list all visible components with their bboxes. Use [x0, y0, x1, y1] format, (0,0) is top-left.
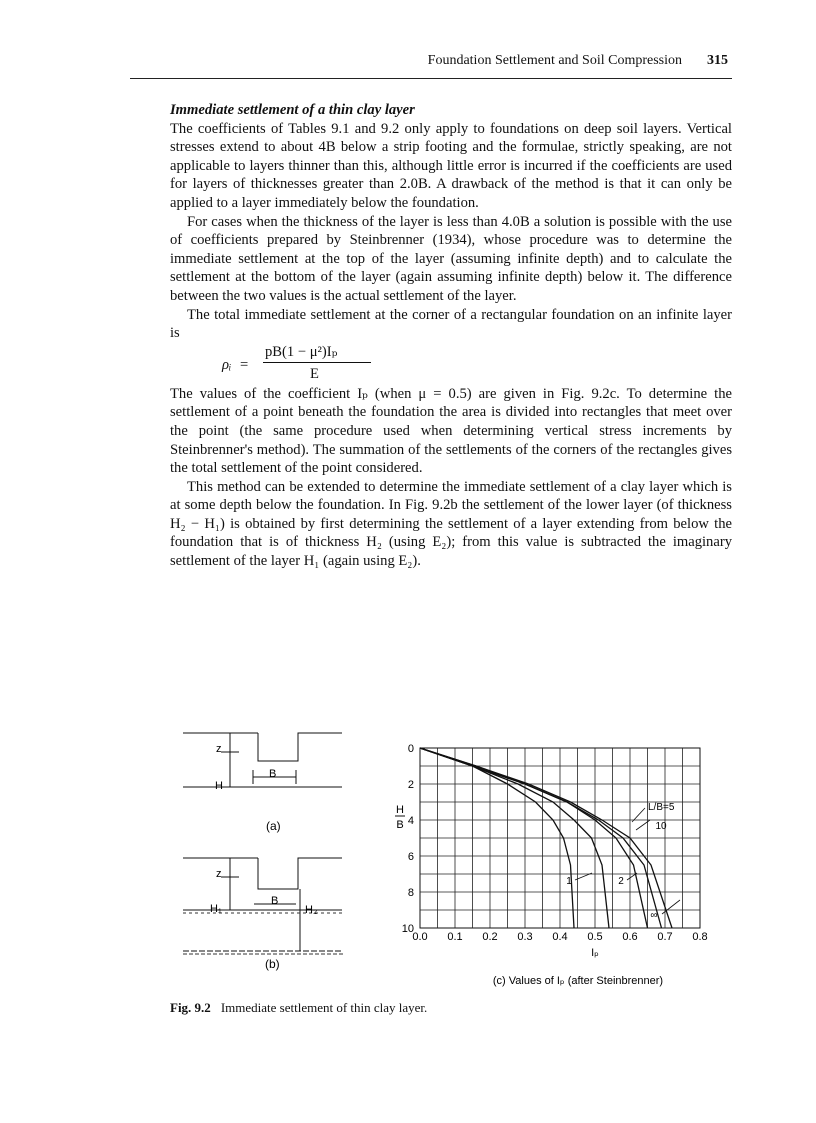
x-tick-label: 0.2 — [482, 931, 498, 943]
curve-label-10: 10 — [655, 821, 667, 832]
curve-label-inf: ∞ — [650, 910, 658, 921]
y-tick-label: 10 — [401, 923, 414, 935]
chart-caption: (c) Values of Iₚ (after Steinbrenner) — [492, 975, 664, 987]
x-tick-label: 0.4 — [552, 931, 568, 943]
paragraph-3: The total immediate settlement at the corner of a rectangular foundation on an infinite layer is — [170, 306, 732, 342]
y-axis-label-bottom: B — [396, 819, 404, 831]
curve-label-10-leader — [636, 820, 650, 830]
y-tick-label: 8 — [407, 887, 414, 899]
diagram-b-h1: H₁ — [210, 903, 222, 915]
curve-label-lb5: L/B=5 — [648, 802, 675, 813]
figure-caption-number: Fig. 9.2 — [170, 1000, 211, 1015]
page-number: 315 — [707, 53, 728, 68]
curve-label-2: 2 — [618, 876, 624, 887]
x-tick-label: 0.1 — [447, 931, 463, 943]
ip-chart — [395, 743, 708, 959]
x-tick-label: 0.3 — [517, 931, 533, 943]
diagram-b-z: z — [216, 868, 222, 880]
y-tick-label: 0 — [407, 743, 414, 755]
diagram-a-z: z — [216, 743, 222, 755]
diagram-b-h2: H₂ — [305, 904, 318, 916]
diagram-b — [183, 858, 342, 951]
ground-hatching — [183, 913, 343, 954]
diagram-b-b: B — [271, 895, 279, 907]
diagram-a-h: H — [215, 780, 223, 792]
paragraph-4: The values of the coefficient Iₚ (when μ = 0.5) are given in Fig. 9.2c. To determine the settlement of a point beneath the foundation the area is divided into rectangles that meet over the point (the same procedure used when determining vertical stress increments by Steinbrenner's method). The summation of the settlements of the corners of the rectangles gives the total settlement of the point considered. — [170, 385, 732, 477]
paragraph-1: The coefficients of Tables 9.1 and 9.2 only apply to foundations on deep soil layers. Vertical stresses extend to about 4B below a strip footing and the formulae, strictly speaking, are not applicable to layers thinner than this, although little error is incurred if the coefficients are used for layers of thicknesses greater than 2.0B. A drawback of the method is that it can only be applied to a layer immediately below the foundation. — [170, 120, 732, 211]
diagram-a-b: B — [269, 768, 277, 780]
x-tick-label: 0.8 — [692, 931, 708, 943]
x-tick-label: 0.5 — [587, 931, 603, 943]
diagram-a — [183, 733, 342, 787]
y-tick-label: 2 — [407, 779, 414, 791]
figure-caption-text: Immediate settlement of thin clay layer. — [220, 1000, 428, 1015]
curve-label-1: 1 — [566, 876, 572, 887]
paragraph-5: This method can be extended to determine the immediate settlement of a clay layer which is at some depth below the foundation. In Fig. 9.2b the settlement of the lower layer (of thickness H₂ − H₁) is obtained by first determining the settlement of a layer extending from below the foundation that is of thickness H₂ (using E₂); from this value is subtracted the imaginary settlement of the layer H₁ (again using E₂). — [170, 478, 732, 570]
diagram-b-label: (b) — [265, 957, 280, 971]
y-tick-label: 6 — [407, 851, 414, 863]
formula-equals: = — [240, 356, 249, 373]
diagram-a-label: (a) — [266, 819, 281, 833]
formula-lhs: ρᵢ — [222, 356, 232, 373]
formula-denominator: E — [310, 365, 319, 382]
x-axis-label: Iₚ — [591, 947, 599, 959]
paragraph-2: For cases when the thickness of the layer is less than 4.0B a solution is possible with the use of coefficients prepared by Steinbrenner (1934), whose procedure was to determine the immediate settlement at the top of the layer (assuming infinite depth) and to calculate the settlement at the bottom of the layer (again assuming infinite depth) below it. The difference between the two values is the actual settlement of the layer. — [170, 213, 732, 304]
y-axis-label-top: H — [396, 804, 404, 816]
running-header-title: Foundation Settlement and Soil Compression — [427, 53, 682, 68]
formula-numerator: pB(1 − μ²)Iₚ — [265, 343, 338, 360]
x-tick-label: 0.7 — [657, 931, 673, 943]
figure-caption — [170, 1000, 427, 1016]
y-tick-label: 4 — [407, 815, 414, 827]
x-tick-label: 0.6 — [622, 931, 638, 943]
x-tick-label: 0.0 — [412, 931, 428, 943]
section-heading: Immediate settlement of a thin clay layer — [170, 102, 415, 118]
